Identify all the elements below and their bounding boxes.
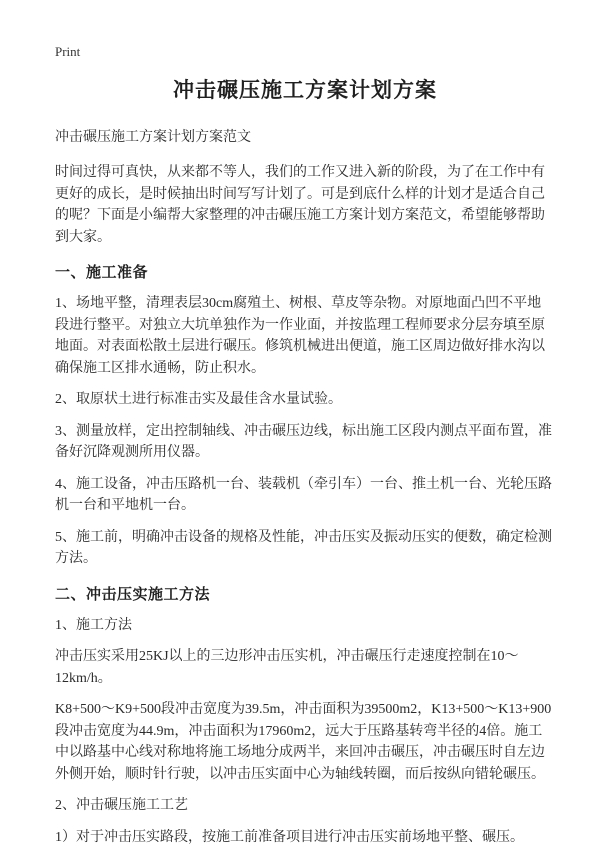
page-title: 冲击碾压施工方案计划方案 — [55, 74, 555, 104]
paragraph-prep-5: 5、施工前，明确冲击设备的规格及性能，冲击压实及振动压实的便数，确定检测方法。 — [55, 527, 555, 570]
paragraph-method-sections: K8+500～K9+500段冲击宽度为39.5m，冲击面积为39500m2，K13+500～K13+900段冲击宽度为44.9m，冲击面积为17960m2，远大于压路基转弯半径的4倍。施工中以路基中心线对称地将施工场地分成两半，来回冲击碾压，冲击碾压时自左边外侧开始，顺时针行驶，以冲击压实面中心为轴线转圈，而后按纵向错轮碾压。 — [55, 699, 555, 785]
paragraph-prep-1: 1、场地平整，清理表层30cm腐殖土、树根、草皮等杂物。对原地面凸凹不平地段进行整平。对独立大坑单独作为一作业面，并按监理工程师要求分层夯填至原地面。对表面松散土层进行碾压。修筑机械进出便道，施工区周边做好排水沟以确保施工区排水通畅，防止积水。 — [55, 293, 555, 379]
paragraph-method-subheading-2: 2、冲击碾压施工工艺 — [55, 795, 555, 817]
paragraph-prep-4: 4、施工设备，冲击压路机一台、装载机（牵引车）一台、推土机一台、光轮压路机一台和平地机一台。 — [55, 474, 555, 517]
section-heading-method: 二、冲击压实施工方法 — [55, 583, 555, 604]
paragraph-prep-3: 3、测量放样，定出控制轴线、冲击碾压边线，标出施工区段内测点平面布置，准备好沉降观测所用仪器。 — [55, 421, 555, 464]
paragraph-method-subheading-1: 1、施工方法 — [55, 615, 555, 637]
paragraph-method-step-1: 1）对于冲击压实路段，按施工前准备项目进行冲击压实前场地平整、碾压。 — [55, 827, 555, 848]
print-button[interactable]: Print — [55, 44, 555, 60]
intro-paragraph: 时间过得可真快，从来都不等人，我们的工作又进入新的阶段，为了在工作中有更好的成长，是时候抽出时间写写计划了。可是到底什么样的计划才是适合自己的呢？下面是小编帮大家整理的冲击碾压施工方案计划方案范文，希望能够帮助到大家。 — [55, 162, 555, 248]
doc-subtitle: 冲击碾压施工方案计划方案范文 — [55, 126, 555, 146]
paragraph-prep-2: 2、取原状土进行标准击实及最佳含水量试验。 — [55, 389, 555, 411]
section-heading-preparation: 一、施工准备 — [55, 261, 555, 282]
paragraph-method-speed: 冲击压实采用25KJ以上的三边形冲击压实机，冲击碾压行走速度控制在10～12km/h。 — [55, 646, 555, 689]
